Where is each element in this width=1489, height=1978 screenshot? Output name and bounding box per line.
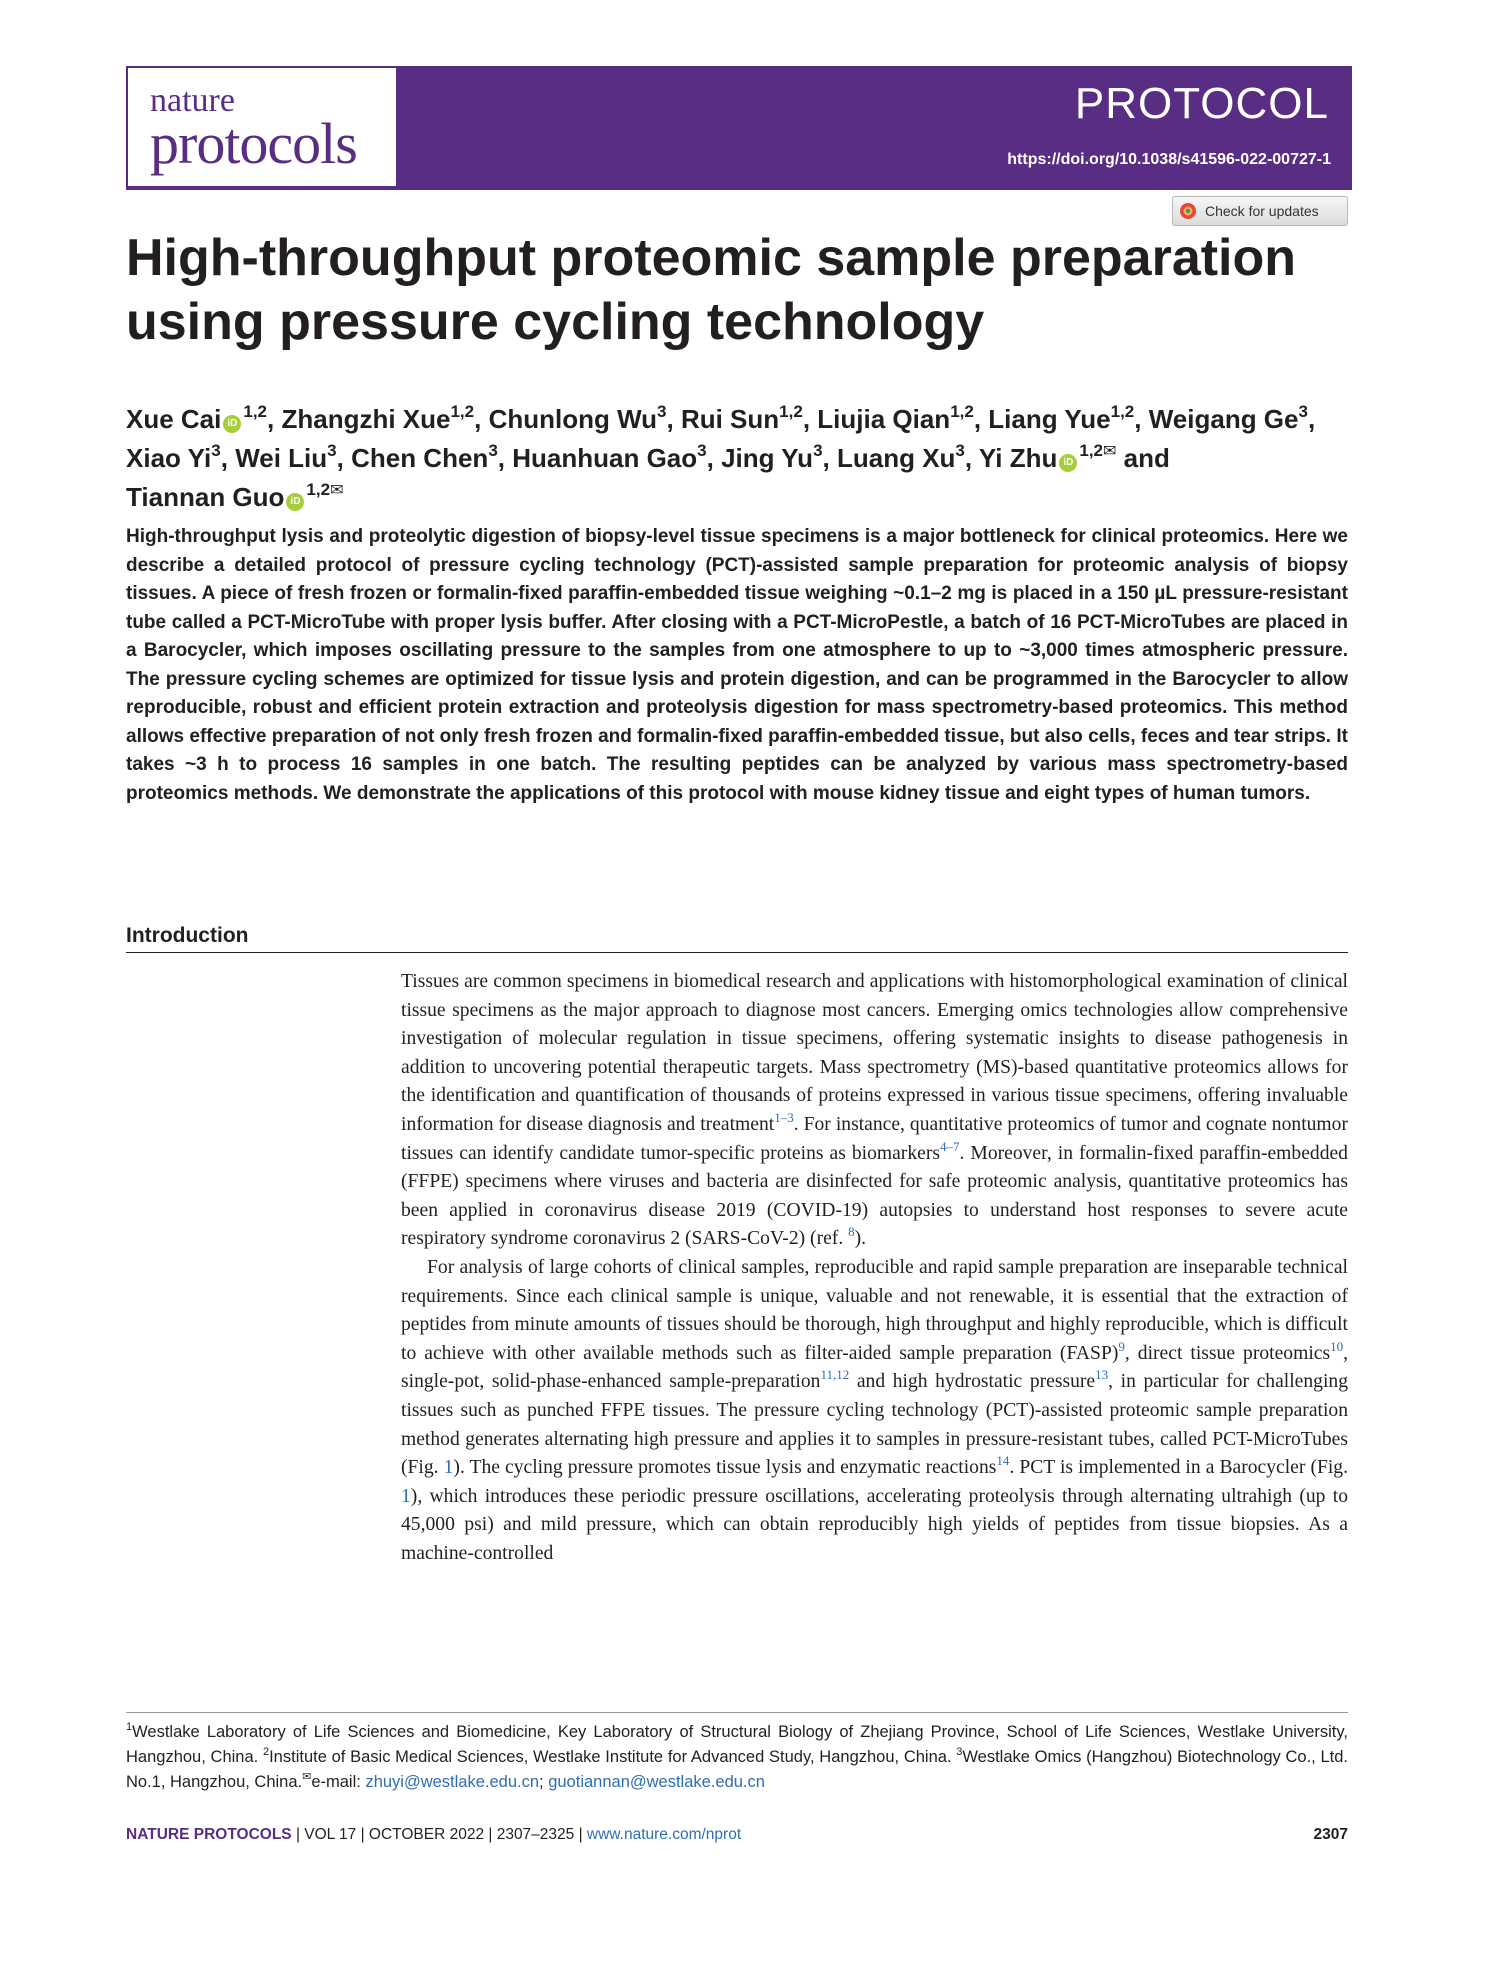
author-name[interactable]: Chen Chen [351, 443, 489, 473]
affiliation-number: 2 [262, 1746, 270, 1758]
citation-link[interactable]: 1–3 [774, 1109, 794, 1125]
body-text: . For instance, quantitative proteomics of tumor and cognate nontumor tissues can identify candidate tumor-specific proteins as biomarkers [401, 1113, 1348, 1164]
author-affiliation-number: 3 [697, 441, 707, 460]
intro-paragraph-2 [401, 1254, 1348, 1569]
author-name[interactable]: Yi Zhu [978, 443, 1058, 473]
doi-link[interactable]: https://doi.org/10.1038/s41596-022-00727-1 [1007, 151, 1331, 168]
check-updates-icon [1179, 202, 1197, 220]
author-affiliation-number: 3 [813, 441, 823, 460]
footnote-divider [126, 1712, 1348, 1713]
citation-link[interactable]: 4–7 [939, 1138, 960, 1154]
citation-link[interactable]: 14 [996, 1453, 1010, 1469]
body-text: , single-pot, solid-phase-enhanced sample-preparation [401, 1342, 1348, 1393]
author-affiliation-number: 3 [1298, 402, 1308, 421]
author-name[interactable]: Huanhuan Gao [512, 443, 698, 473]
affiliations-footnote [126, 1720, 1348, 1795]
orcid-icon[interactable]: iD [286, 493, 304, 511]
orcid-icon[interactable]: iD [223, 415, 241, 433]
author-name[interactable]: Chunlong Wu [488, 404, 658, 434]
affiliation-number: 1 [126, 1721, 133, 1733]
check-for-updates-button[interactable] [1172, 196, 1348, 226]
body-text: . Moreover, in formalin-fixed paraffin-embedded (FFPE) specimens where viruses and bacteria are disinfected for safe proteomic analysis, quantitative proteomics has been applied in coronavirus disease 2019 (COVID-19) autopsies to understand host responses to severe acute respiratory syndrome coronavirus 2 (SARS-CoV-2) (ref. [401, 1142, 1348, 1250]
author-affiliation-number: 3 [955, 441, 965, 460]
affiliation-number: 3 [956, 1746, 963, 1758]
email-link-zhuyi[interactable]: zhuyi@westlake.edu.cn [365, 1773, 540, 1791]
author-affiliation-number: 3 [327, 441, 337, 460]
footer-issue-details: | VOL 17 | OCTOBER 2022 | 2307–2325 | [291, 1826, 587, 1843]
citation-link[interactable]: 11,12 [820, 1367, 850, 1383]
author-name[interactable]: Jing Yu [721, 443, 814, 473]
journal-logo[interactable] [128, 68, 396, 186]
affiliation-3: Westlake Omics (Hangzhou) Biotechnology Co., Ltd. No.1, Hangzhou, China. [126, 1748, 1348, 1791]
body-text: , in particular for challenging tissues such as punched FFPE tissues. The pressure cycling technology (PCT)-assisted proteomic sample preparation method generates alternating high pressure and applies it to samples in pressure-resistant tubes, called PCT-MicroTubes (Fig. [401, 1371, 1348, 1479]
author-affiliation-number: 1,2 [306, 480, 331, 499]
article-type-label: PROTOCOL [1074, 79, 1329, 128]
logo-text-bottom: protocols [150, 111, 357, 176]
journal-header [126, 66, 1352, 190]
body-text: . PCT is implemented in a Barocycler (Fig. [1009, 1457, 1349, 1479]
affiliation-1: Westlake Laboratory of Life Sciences and Biomedicine, Key Laboratory of Structural Biology of Zhejiang Province, School of Life Sciences, Westlake University, Hangzhou, China. [126, 1723, 1348, 1766]
abstract: High-throughput lysis and proteolytic digestion of biopsy-level tissue specimens is a major bottleneck for clinical proteomics. Here we describe a detailed protocol of pressure cycling technology (PCT)-assisted sample preparation for proteomic analysis of biopsy tissues. A piece of fresh frozen or formalin-fixed paraffin-embedded tissue weighing ~0.1–2 mg is placed in a 150 µL pressure-resistant tube called a PCT-MicroTube with proper lysis buffer. After closing with a PCT-MicroPestle, a batch of 16 PCT-MicroTubes are placed in a Barocycler, which imposes oscillating pressure to the samples from one atmosphere to up to ~3,000 times atmospheric pressure. The pressure cycling schemes are optimized for tissue lysis and protein digestion, and can be programmed in the Barocycler to allow reproducible, robust and efficient protein extraction and proteolysis digestion for mass spectrometry-based proteomics. This method allows effective preparation of not only fresh frozen and formalin-fixed paraffin-embedded tissue, but also cells, feces and tear strips. It takes ~3 h to process 16 samples in one batch. The resulting peptides can be analyzed by various mass spectrometry-based proteomics methods. We demonstrate the applications of this protocol with mouse kidney tissue and eight types of human tumors. [126, 526, 1348, 804]
citation-link[interactable]: 10 [1330, 1338, 1344, 1354]
check-updates-label: Check for updates [1205, 203, 1319, 219]
body-text: ), which introduces these periodic pressure oscillations, accelerating proteolysis through alternating ultrahigh (up to 45,000 psi) and mild pressure, which can obtain reproducibly high yields of peptides from tissue biopsies. As a machine-controlled [401, 1485, 1348, 1564]
body-text: ). [854, 1228, 867, 1250]
author-name[interactable]: Xue Cai [126, 404, 222, 434]
author-affiliation-number: 1,2 [450, 402, 475, 421]
email-separator: ; [539, 1773, 549, 1791]
page-number: 2307 [1313, 1826, 1348, 1843]
author-affiliation-number: 3 [211, 441, 221, 460]
author-conjunction: and [1123, 443, 1170, 473]
author-name[interactable]: Wei Liu [235, 443, 328, 473]
body-text: , direct tissue proteomics [1124, 1342, 1331, 1364]
page-footer [126, 1826, 1348, 1844]
author-name[interactable]: Liujia Qian [817, 404, 951, 434]
email-link-guotiannan[interactable]: guotiannan@westlake.edu.cn [548, 1773, 765, 1791]
orcid-icon[interactable]: iD [1059, 454, 1077, 472]
author-affiliation-number: 1,2 [1110, 402, 1135, 421]
author-affiliation-number: 3 [488, 441, 498, 460]
corresponding-author-icon[interactable]: ✉ [330, 482, 344, 499]
section-heading-introduction: Introduction [126, 924, 1348, 953]
author-list: Xue Cai iD$^{1,2}$, Zhangzhi Xue$^{1,2}$, Chunlong Wu$^3$, Rui Sun$^{1,2}$, Liujia Qian$^{1,2}$, Liang Yue$^{1,2}$, Weigang Ge$^3$, Xiao Yi$^3$, Wei Liu$^3$, Chen Chen$^3$, Huanhuan Gao$^3$, Jing Yu$^3$, Luang Xu$^3$, Yi Zhu iD$^{1,2✉}$ and Tiannan Guo iD$^{1,2✉}$ [126, 402, 1316, 512]
corresponding-author-icon[interactable]: ✉ [1103, 443, 1117, 460]
body-text: For analysis of large cohorts of clinical samples, reproducible and rapid sample preparation are inseparable technical requirements. Since each clinical sample is unique, valuable and not renewable, it is essential that the extraction of peptides from minute amounts of tissues should be thorough, high throughput and highly reproducible, which is difficult to achieve with other available methods such as filter-aided sample preparation (FASP) [401, 1256, 1348, 1364]
affiliation-2: Institute of Basic Medical Sciences, Westlake Institute for Advanced Study, Hangzhou, China. [269, 1748, 957, 1766]
footer-journal-name: NATURE PROTOCOLS [126, 1826, 292, 1843]
logo-text-top: nature [150, 82, 235, 119]
author-name[interactable]: Xiao Yi [126, 443, 212, 473]
author-name[interactable]: Zhangzhi Xue [281, 404, 451, 434]
email-label: e-mail: [311, 1773, 366, 1791]
citation-link[interactable]: 13 [1095, 1367, 1109, 1383]
figure-link[interactable]: 1 [401, 1485, 411, 1507]
author-name[interactable]: Luang Xu [836, 443, 956, 473]
author-name[interactable]: Weigang Ge [1148, 404, 1299, 434]
body-text: and high hydrostatic pressure [849, 1371, 1096, 1393]
author-name[interactable]: Tiannan Guo [126, 482, 285, 512]
author-affiliation-number: 3 [657, 402, 667, 421]
author-name[interactable]: Rui Sun [680, 404, 780, 434]
body-text: Tissues are common specimens in biomedical research and applications with histomorphological examination of clinical tissue specimens as the major approach to diagnose most cancers. Emerging omics technologies allow comprehensive investigation of molecular regulation in tissue specimens, offering systematic insights to disease pathogenesis in addition to uncovering potential therapeutic targets. Mass spectrometry (MS)-based quantitative proteomics allows for the identification and quantification of thousands of proteins expressed in various tissue specimens, offering invaluable information for disease diagnosis and treatment [401, 971, 1348, 1135]
citation-link[interactable]: 8 [848, 1224, 855, 1240]
author-affiliation-number: 1,2 [243, 402, 268, 421]
author-name[interactable]: Liang Yue [988, 404, 1111, 434]
figure-link[interactable]: 1 [443, 1457, 454, 1479]
intro-paragraph-1 [401, 968, 1348, 1254]
article-title: High-throughput proteomic sample preparation using pressure cycling technology [126, 229, 1297, 351]
envelope-icon: ✉ [302, 1771, 312, 1783]
introduction-body [401, 968, 1348, 1568]
author-affiliation-number: 1,2 [1079, 441, 1103, 460]
author-affiliation-number: 1,2 [779, 402, 803, 421]
body-text: ). The cycling pressure promotes tissue lysis and enzymatic reactions [453, 1457, 997, 1479]
author-affiliation-number: 1,2 [950, 402, 974, 421]
citation-link[interactable]: 9 [1118, 1338, 1125, 1354]
footer-journal-url[interactable]: www.nature.com/nprot [586, 1826, 742, 1843]
